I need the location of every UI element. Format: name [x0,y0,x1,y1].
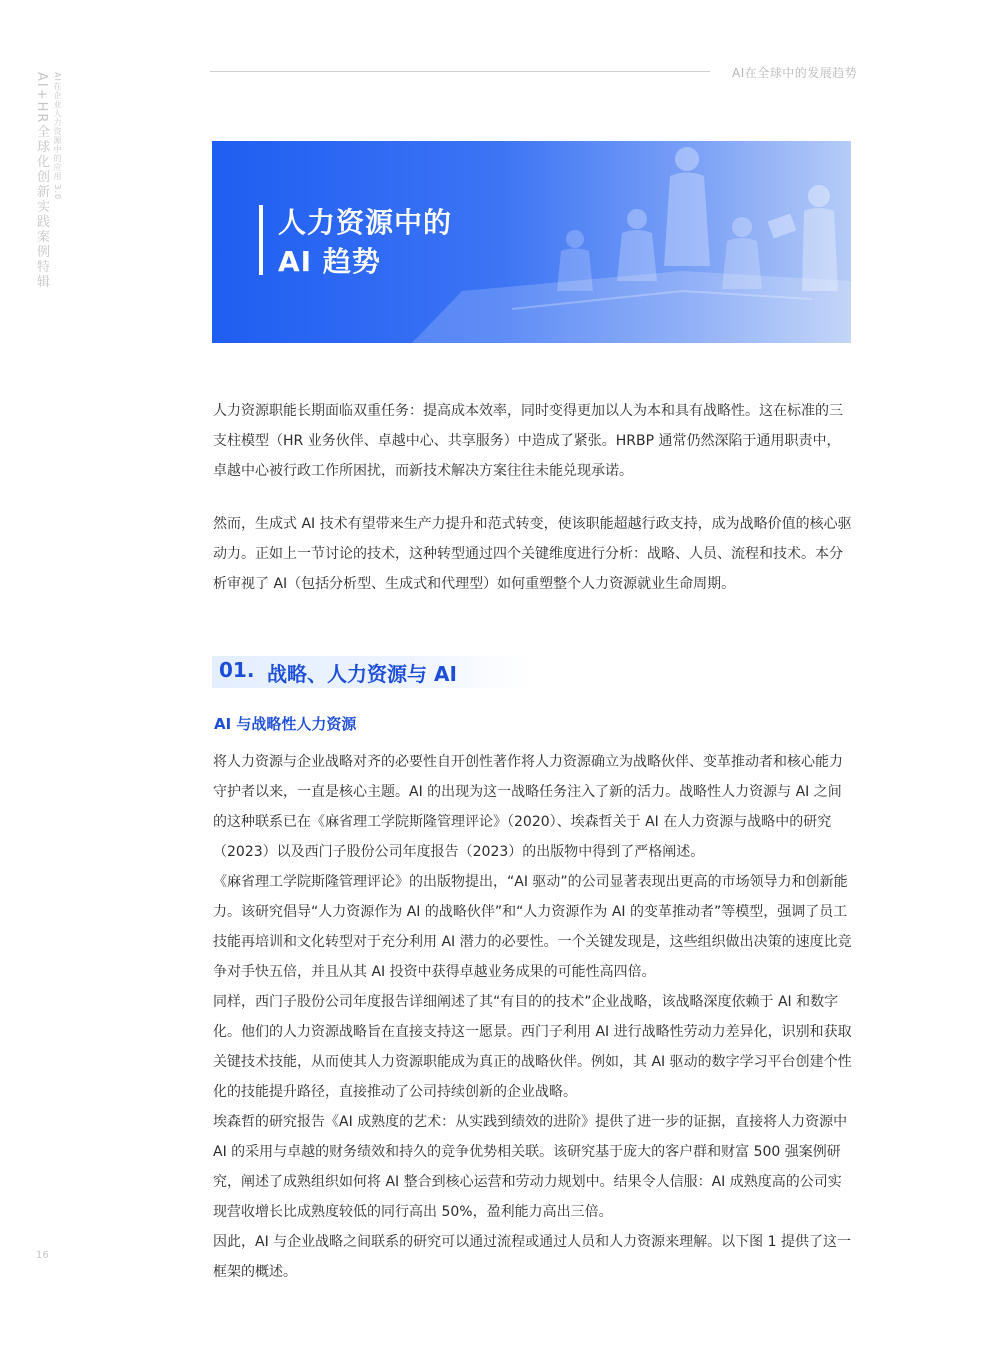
body-paragraph: 同样，西门子股份公司年度报告详细阐述了其“有目的的技术”企业战略，该战略深度依赖于 AI 和数字化。他们的人力资源战略旨在直接支持这一愿景。西门子利用 AI 进行战略性劳动力差异化，识别和获取关键技术技能，从而使其人力资源职能成为真正的战略伙伴。例如，其 AI 驱动的数字学习平台创建个性化的技能提升路径，直接推动了公司持续创新的企业战略。 [213,994,852,1100]
section-number: 01. [219,658,255,682]
chapter-title [278,203,452,281]
intro-paragraph-1: 人力资源职能长期面临双重任务：提高成本效率，同时变得更加以人为本和具有战略性。这在标准的三支柱模型（HR 业务伙伴、卓越中心、共享服务）中造成了紧张。HRBP 通常仍然深陷于通用职责中，卓越中心被行政工作所困扰，而新技术解决方案往往未能兑现承诺。 [213,403,843,479]
body-paragraph: 埃森哲的研究报告《AI 成熟度的艺术：从实践到绩效的进阶》提供了进一步的证据，直接将人力资源中 AI 的采用与卓越的财务绩效和持久的竞争优势相关联。该研究基于庞大的客户群和财富 500 强案例研究，阐述了成熟组织如何将 AI 整合到核心运营和劳动力规划中。结果令人信服：AI 成熟度高的公司实现营收增长比成熟度较低的同行高出 50%，盈利能力高出三倍。 [213,1114,848,1220]
body-paragraph: 《麻省理工学院斯隆管理评论》的出版物提出，“AI 驱动”的公司显著表现出更高的市场领导力和创新能力。该研究倡导“人力资源作为 AI 的战略伙伴”和“人力资源作为 AI 的变革推动者”等模型，强调了员工技能再培训和文化转型对于充分利用 AI 潜力的必要性。一个关键发现是，这些组织做出决策的速度比竞争对手快五倍，并且从其 AI 投资中获得卓越业务成果的可能性高四倍。 [213,874,852,980]
body-text [213,747,853,1287]
intro-paragraph-2: 然而，生成式 AI 技术有望带来生产力提升和范式转变，使该职能超越行政支持，成为战略价值的核心驱动力。正如上一节讨论的技术，这种转型通过四个关键维度进行分析：战略、人员、流程和技术。本分析审视了 AI（包括分析型、生成式和代理型）如何重塑整个人力资源就业生命周期。 [213,516,852,592]
subheading: AI 与战略性人力资源 [214,715,357,733]
side-book-subtitle: AI在企业人力资源中的应用 3.0 [53,72,62,201]
chapter-banner [212,141,851,343]
chapter-title-line2: AI 趋势 [278,245,381,278]
header-rule [210,71,710,72]
section-heading [212,656,532,688]
body-paragraph: 将人力资源与企业战略对齐的必要性自开创性著作将人力资源确立为战略伙伴、变革推动者和核心能力守护者以来，一直是核心主题。AI 的出现为这一战略任务注入了新的活力。战略性人力资源与 AI 之间的这种联系已在《麻省理工学院斯隆管理评论》（2020）、埃森哲关于 AI 在人力资源与战略中的研究（2023）以及西门子股份公司年度报告（2023）的出版物中得到了严格阐述。 [213,754,843,860]
section-title: 战略、人力资源与 AI [267,662,457,686]
body-paragraph: 因此，AI 与企业战略之间联系的研究可以通过流程或通过人员和人力资源来理解。以下图 1 提供了这一框架的概述。 [213,1234,851,1280]
chapter-title-line1: 人力资源中的 [278,206,453,239]
banner-accent-bar [259,205,263,275]
side-book-title: AI+HR全球化创新实践案例特辑 [34,72,49,290]
page-number: 16 [36,1250,49,1261]
running-header: AI在全球中的发展趋势 [732,66,858,80]
